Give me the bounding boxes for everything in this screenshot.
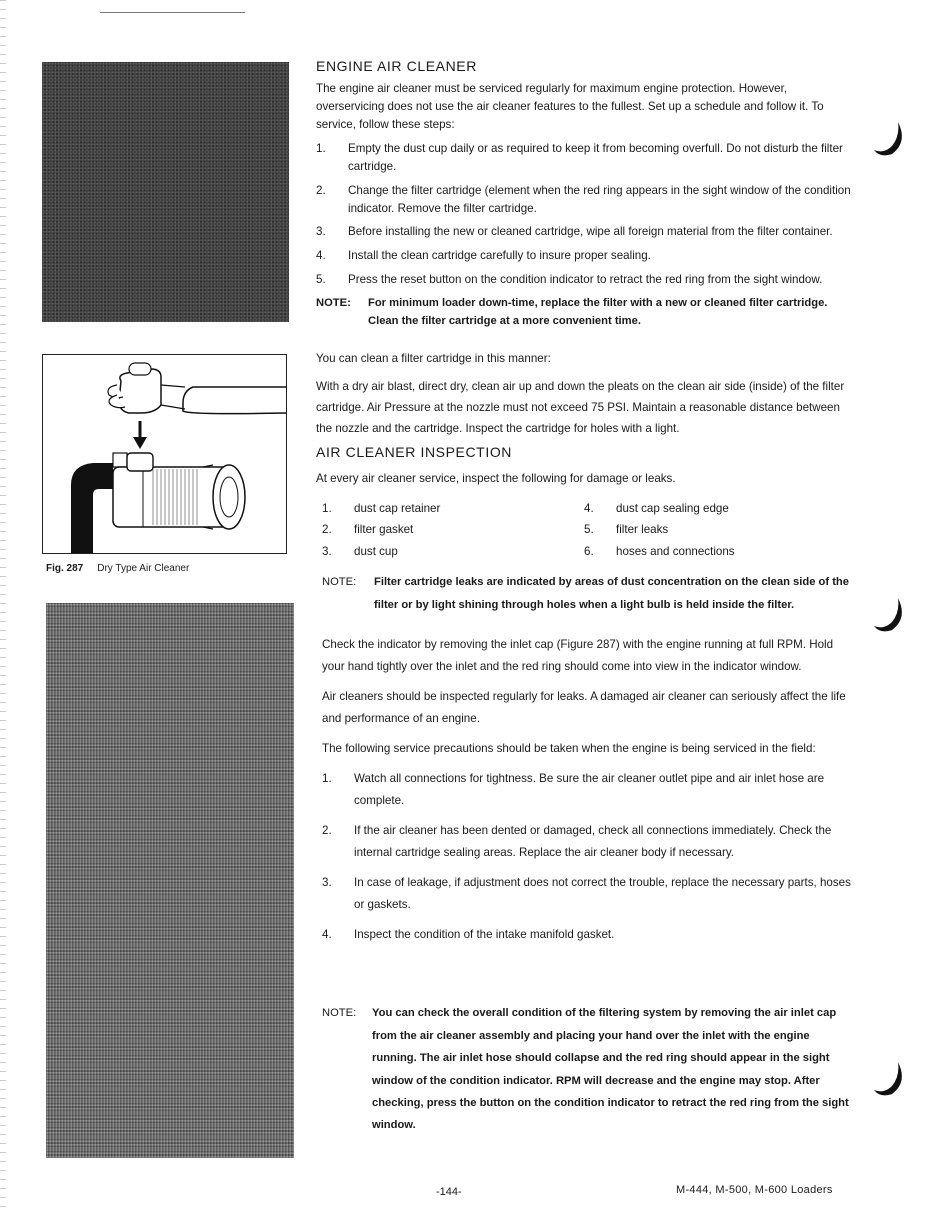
figure-287 — [42, 354, 287, 554]
list-item: 3. Before installing the new or cleaned cartridge, wipe all foreign material from the filter container. — [316, 225, 833, 239]
list-item: 1. Empty the dust cup daily or as required to keep it from becoming overfull. Do not disturb the filter cartridge. — [316, 141, 843, 173]
air-cleaner-inspection-section — [316, 442, 854, 1137]
photo-bottom — [46, 603, 294, 1158]
inspection-intro: At every air cleaner service, inspect the following for damage or leaks. — [316, 471, 676, 485]
binding-edge — [0, 0, 6, 1210]
inspection-items — [316, 500, 854, 562]
cleaning-section — [316, 348, 854, 440]
list-item: 4. Install the clean cartridge carefully to insure proper sealing. — [316, 249, 651, 263]
dust-cup — [213, 465, 245, 529]
inlet-cap — [129, 363, 151, 375]
list-item: 4. Inspect the condition of the intake manifold gasket. — [322, 928, 615, 942]
precautions-intro: The following service precautions should be taken when the engine is being serviced in the field: — [322, 742, 816, 756]
list-item: 6. hoses and connections — [584, 545, 735, 559]
page-number: -144- — [436, 1186, 462, 1198]
air-cleaner-illustration — [43, 355, 287, 554]
section-title: AIR CLEANER INSPECTION — [316, 443, 513, 460]
list-item: 2. Change the filter cartridge (element when the red ring appears in the sight window of the condition indicator. Remove the filter cartridge. — [316, 183, 851, 215]
photo-top — [42, 62, 289, 322]
note-overall-check: NOTE: You can check the overall condition of the filtering system by removing the air inlet cap from the air cleaner assembly and placing your hand over the inlet with the engine running. The air inlet hose should collapse and the red ring should appear in the sight window of the condition indicator. RPM will decrease and the engine may stop. After checking, press the button on the condition indicator to retract the red ring from the sight window. — [322, 1007, 849, 1132]
list-item: 1. dust cap retainer — [322, 501, 441, 515]
revision-hook-icon — [868, 1056, 914, 1102]
revision-hook-icon — [868, 592, 914, 638]
list-item: 3. dust cup — [322, 545, 398, 559]
revision-hook-icon — [868, 116, 914, 162]
arm-sleeve — [183, 387, 287, 414]
model-footer: M-444, M-500, M-600 Loaders — [676, 1184, 833, 1196]
figure-number: Fig. 287 — [46, 563, 84, 574]
leak-warning: Air cleaners should be inspected regularly for leaks. A damaged air cleaner can seriously affect the life and performance of an engine. — [322, 690, 846, 726]
cleaning-intro: You can clean a filter cartridge in this manner: — [316, 352, 551, 366]
service-steps — [316, 140, 854, 290]
inlet-tube — [127, 453, 153, 471]
list-item: 5. Press the reset button on the condition indicator to retract the red ring from the sight window. — [316, 273, 823, 287]
hand — [119, 369, 161, 413]
list-item: 1. Watch all connections for tightness. Be sure the air cleaner outlet pipe and air inlet hose are complete. — [322, 772, 825, 808]
figure-caption — [46, 561, 189, 577]
section-title: ENGINE AIR CLEANER — [316, 58, 477, 74]
engine-air-cleaner-section — [316, 56, 854, 330]
note-leaks: NOTE: Filter cartridge leaks are indicated by areas of dust concentration on the clean side of the filter or by light shining through holes when a light bulb is held inside the filter. — [322, 576, 849, 611]
list-item: 5. filter leaks — [584, 523, 669, 537]
list-item: 2. filter gasket — [322, 523, 414, 537]
figure-title: Dry Type Air Cleaner — [97, 563, 190, 574]
indicator-check: Check the indicator by removing the inlet cap (Figure 287) with the engine running at full RPM. Hold your hand tightly over the inlet and the red ring should come into view in the indicator window. — [322, 638, 834, 674]
list-item: 2. If the air cleaner has been dented or damaged, check all connections immediately. Check the internal cartridge sealing areas. Replace the air cleaner body if necessary. — [322, 824, 832, 860]
hose — [71, 463, 113, 554]
main-content — [316, 56, 854, 1137]
list-item: 3. In case of leakage, if adjustment does not correct the trouble, replace the necessary parts, hoses or gaskets. — [322, 876, 851, 912]
section-lead: The engine air cleaner must be serviced regularly for maximum engine protection. However, overservicing does not use the air cleaner features to the fullest. Set up a schedule and follow it. To service, follow these steps: — [316, 81, 824, 131]
top-rule — [100, 12, 245, 13]
inspection-body — [316, 634, 854, 760]
condition-indicator — [113, 453, 127, 467]
cleaning-instructions: With a dry air blast, direct dry, clean air up and down the pleats on the clean air side (inside) of the filter cartridge. Air Pressure at the nozzle must not exceed 75 PSI. Maintain a reasonable distance between the nozzle and the cartridge. Inspect the cartridge for holes with a light. — [316, 379, 845, 436]
list-item: 4. dust cap sealing edge — [584, 501, 729, 515]
field-precautions — [316, 768, 854, 946]
note-downtime: NOTE: For minimum loader down-time, replace the filter with a new or cleaned filter cartridge. Clean the filter cartridge at a more convenient time. — [316, 297, 828, 327]
